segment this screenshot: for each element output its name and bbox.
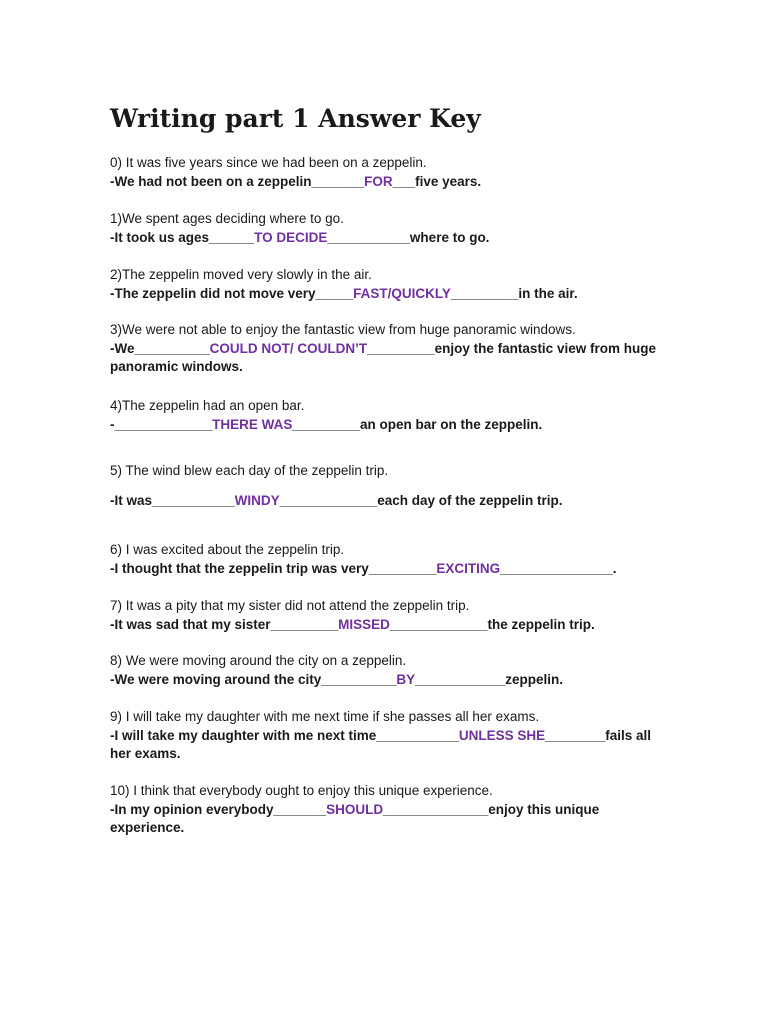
- item-answer-sentence: [110, 671, 670, 690]
- answer-suffix: ______________enjoy this unique experience.: [110, 801, 600, 835]
- answer-suffix: ___________where to go.: [327, 229, 490, 245]
- item-question: 8) We were moving around the city on a zeppelin.: [110, 653, 407, 668]
- answer-key-text: EXCITING: [436, 560, 501, 576]
- answer-key-text: FAST/QUICKLY: [353, 285, 451, 301]
- item-answer-sentence: [110, 616, 670, 635]
- exercise-item-1: [110, 210, 670, 247]
- answer-key-text: COULD NOT/ COULDN’T: [209, 340, 368, 356]
- answer-suffix: ____________zeppelin.: [415, 671, 563, 687]
- answer-suffix: _____________the zeppelin trip.: [389, 616, 595, 632]
- answer-prefix: -_____________: [110, 416, 213, 432]
- answer-suffix: _________in the air.: [450, 285, 578, 301]
- item-question: 6) I was excited about the zeppelin trip.: [110, 542, 345, 557]
- answer-key-text: WINDY: [234, 492, 280, 508]
- answer-prefix: -We__________: [110, 340, 210, 356]
- exercise-item-2: [110, 266, 670, 303]
- item-answer-sentence: [110, 285, 670, 304]
- exercise-item-5: [110, 462, 670, 510]
- item-question: 4)The zeppelin had an open bar.: [110, 398, 305, 413]
- item-answer-sentence: [110, 801, 670, 838]
- answer-suffix: _________enjoy the fantastic view from huge panoramic windows.: [110, 340, 656, 374]
- answer-prefix: -It was sad that my sister_________: [110, 616, 339, 632]
- answer-key-text: TO DECIDE: [254, 229, 328, 245]
- answer-key-text: FOR: [364, 173, 393, 189]
- exercise-item-7: [110, 597, 670, 634]
- answer-suffix: ___five years.: [392, 173, 482, 189]
- answer-key-text: MISSED: [338, 616, 390, 632]
- exercise-item-10: [110, 782, 670, 838]
- exercise-item-8: [110, 652, 670, 689]
- answer-prefix: -It was___________: [110, 492, 235, 508]
- answer-prefix: -In my opinion everybody_______: [110, 801, 327, 817]
- answer-key-text: UNLESS SHE: [458, 727, 546, 743]
- answer-prefix: -We had not been on a zeppelin_______: [110, 173, 365, 189]
- exercise-item-6: [110, 541, 670, 578]
- answer-prefix: -It took us ages______: [110, 229, 255, 245]
- item-answer-sentence: [110, 173, 670, 192]
- answer-prefix: -I will take my daughter with me next time___________: [110, 727, 459, 743]
- answer-prefix: -We were moving around the city__________: [110, 671, 397, 687]
- exercise-item-4: [110, 397, 670, 434]
- item-answer-sentence: [110, 340, 670, 377]
- item-question: 10) I think that everybody ought to enjoy this unique experience.: [110, 783, 493, 798]
- answer-prefix: -The zeppelin did not move very_____: [110, 285, 354, 301]
- item-question: 5) The wind blew each day of the zeppelin trip.: [110, 463, 389, 478]
- item-question: 3)We were not able to enjoy the fantastic view from huge panoramic windows.: [110, 322, 576, 337]
- item-answer-sentence: [110, 492, 670, 511]
- item-question: 9) I will take my daughter with me next time if she passes all her exams.: [110, 709, 540, 724]
- answer-key-text: SHOULD: [326, 801, 384, 817]
- answer-suffix: _______________.: [500, 560, 617, 576]
- answer-prefix: -I thought that the zeppelin trip was very_________: [110, 560, 437, 576]
- item-answer-sentence: [110, 727, 670, 764]
- item-question: 1)We spent ages deciding where to go.: [110, 211, 344, 226]
- item-answer-sentence: [110, 416, 670, 435]
- answer-suffix: _________an open bar on the zeppelin.: [292, 416, 543, 432]
- answer-key-text: BY: [396, 671, 416, 687]
- exercise-item-0: [110, 154, 670, 191]
- answer-suffix: _____________each day of the zeppelin trip.: [279, 492, 563, 508]
- page-title: Writing part 1 Answer Key: [110, 104, 481, 133]
- exercise-item-9: [110, 708, 670, 764]
- item-question: 2)The zeppelin moved very slowly in the air.: [110, 267, 372, 282]
- item-question: 0) It was five years since we had been on a zeppelin.: [110, 155, 427, 170]
- exercise-item-3: [110, 321, 670, 377]
- item-answer-sentence: [110, 229, 670, 248]
- answer-suffix: ________fails all her exams.: [110, 727, 652, 761]
- item-question: 7) It was a pity that my sister did not attend the zeppelin trip.: [110, 598, 470, 613]
- answer-key-text: THERE WAS: [212, 416, 293, 432]
- item-answer-sentence: [110, 560, 670, 579]
